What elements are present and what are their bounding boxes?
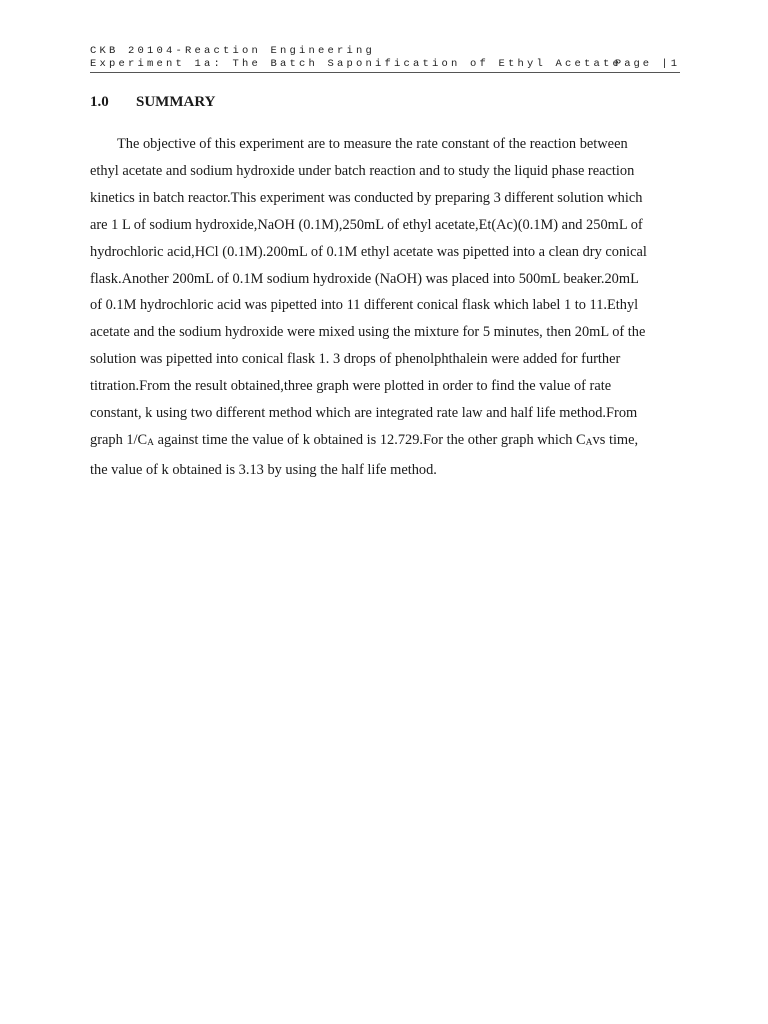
summary-line: hydrochloric acid,HCl (0.1M).200mL of 0.1M ethyl acetate was pipetted into a clean dry conical [90, 243, 647, 260]
summary-line: flask.Another 200mL of 0.1M sodium hydroxide (NaOH) was placed into 500mL beaker.20mL [90, 270, 639, 287]
formula-text: against time the value of k obtained is 12.729.For the other graph which C [154, 431, 586, 448]
summary-line: kinetics in batch reactor.This experiment was conducted by preparing 3 different solution which [90, 189, 643, 206]
summary-line: constant, k using two different method which are integrated rate law and half life method.From [90, 405, 638, 422]
summary-line: titration.From the result obtained,three graph were plotted in order to find the value of rate [90, 378, 612, 395]
summary-line: are 1 L of sodium hydroxide,NaOH (0.1M),250mL of ethyl acetate,Et(Ac)(0.1M) and 250mL of [90, 216, 643, 233]
section-number: 1.0 [90, 94, 109, 110]
summary-paragraph [90, 131, 680, 484]
formula-text: graph 1/C [90, 431, 148, 448]
experiment-title-line [90, 58, 680, 73]
subscript: A [585, 437, 593, 448]
summary-line: ethyl acetate and sodium hydroxide under batch reaction and to study the liquid phase reaction [90, 162, 635, 179]
subscript: A [147, 437, 155, 448]
section-heading [90, 94, 215, 111]
running-header [90, 45, 680, 73]
page-number: Page |1 [614, 58, 680, 70]
course-title: CKB 20104-Reaction Engineering [90, 45, 376, 57]
summary-line: acetate and the sodium hydroxide were mixed using the mixture for 5 minutes, then 20mL of the [90, 324, 646, 341]
summary-line: The objective of this experiment are to measure the rate constant of the reaction between [117, 136, 628, 152]
summary-line-formula [90, 427, 680, 457]
summary-line: the value of k obtained is 3.13 by using the half life method. [90, 461, 437, 478]
experiment-title: Experiment 1a: The Batch Saponification of Ethyl Acetate [90, 58, 623, 70]
section-title: SUMMARY [136, 94, 216, 110]
summary-line: solution was pipetted into conical flask 1. 3 drops of phenolphthalein were added for further [90, 351, 621, 368]
formula-text: vs time, [592, 431, 639, 448]
summary-line: of 0.1M hydrochloric acid was pipetted into 11 different conical flask which label 1 to 11.Ethyl [90, 297, 639, 314]
